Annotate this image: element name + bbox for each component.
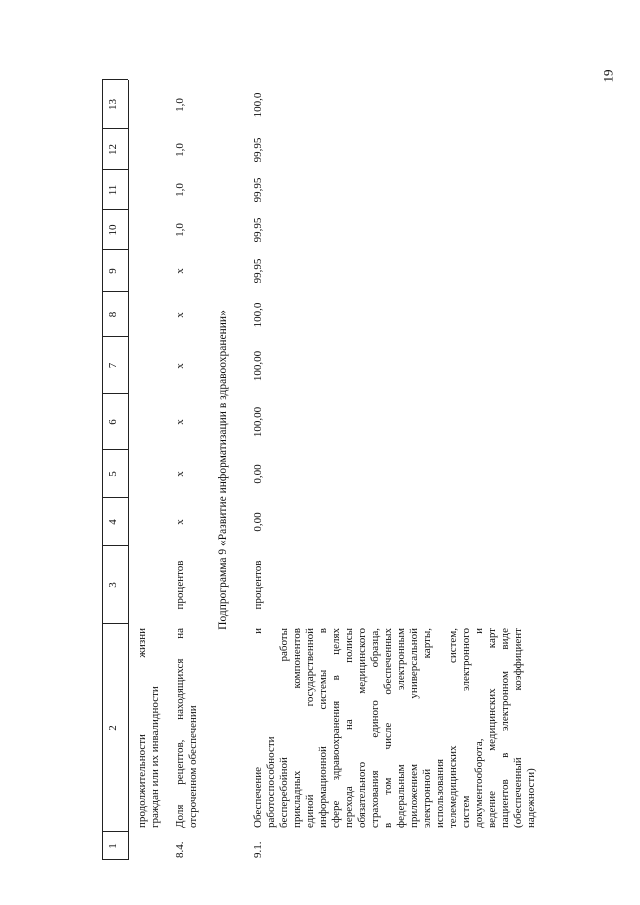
row-8-4-value: x: [174, 519, 186, 525]
row-8-4-value: x: [174, 363, 186, 369]
header-col-8: 8: [107, 311, 119, 318]
row-9-1-unit: процентов: [252, 560, 264, 610]
header-col-10: 10: [107, 224, 119, 236]
row-8-4-value: 1,0: [174, 98, 186, 112]
row-9-1-name: Обеспечение и работоспособности бесперебойной работы прикладных компонентов единой государственной информационной системы в сфере здравоохранения в целях перехода на полисы обязательного медицинского страхования единого образца, в том числе обеспеченных федеральным электронным приложением универсальной электронной карты, использования телемедицинских систем, систем электронного документооборота, и ведение медицинских карт пациентов в электронном виде (обеспеченный коэффициент надежности): [252, 628, 537, 828]
header-col-7: 7: [107, 362, 119, 369]
table-page-rotated: [102, 80, 572, 860]
header-col-2: 2: [107, 725, 119, 731]
row-9-1-value: 99,95: [252, 177, 264, 203]
row-8-4-value: 1,0: [174, 223, 186, 237]
row-9-1-value: 100,00: [252, 406, 264, 438]
row-9-1-value: 0,00: [252, 512, 264, 532]
row-9-1-value: 99,95: [252, 258, 264, 284]
row-8-4-value: x: [174, 419, 186, 425]
row-9-1-value: 100,0: [252, 92, 264, 118]
row-9-1-value: 0,00: [252, 464, 264, 484]
row-continuation-name: продолжительности жизни граждан или их инвалидности: [136, 628, 161, 828]
header-col-4: 4: [107, 519, 119, 525]
header-col-12: 12: [107, 144, 119, 155]
row-8-4-value: 1,0: [174, 183, 186, 197]
subprogram-heading: Подпрограмма 9 «Развитие информатизации в здравоохранении»: [217, 310, 229, 630]
table-top-border: [102, 80, 103, 860]
page-number: 19: [600, 69, 616, 83]
header-col-3: 3: [107, 582, 119, 588]
row-8-4-value: 1,0: [174, 143, 186, 157]
header-bottom-border: [128, 80, 129, 860]
header-col-9: 9: [107, 268, 119, 274]
row-8-4-value: x: [174, 471, 186, 477]
header-col-1: 1: [107, 843, 119, 849]
header-col-6: 6: [107, 419, 119, 425]
row-9-1-number: 9.1.: [252, 841, 264, 858]
row-9-1-value: 99,95: [252, 137, 264, 163]
row-8-4-unit: процентов: [174, 560, 186, 610]
header-col-13: 13: [107, 99, 119, 110]
row-8-4-value: x: [174, 268, 186, 274]
row-9-1-value: 100,00: [252, 350, 264, 382]
row-9-1-value: 100,0: [252, 302, 264, 328]
row-8-4-name: Доля рецептов, находящихся на отсроченном обеспечении: [174, 628, 199, 828]
row-8-4-number: 8.4.: [174, 841, 186, 858]
row-8-4-value: x: [174, 312, 186, 318]
row-9-1-value: 99,95: [252, 217, 264, 243]
header-col-5: 5: [107, 471, 119, 477]
header-col-11: 11: [107, 184, 119, 196]
